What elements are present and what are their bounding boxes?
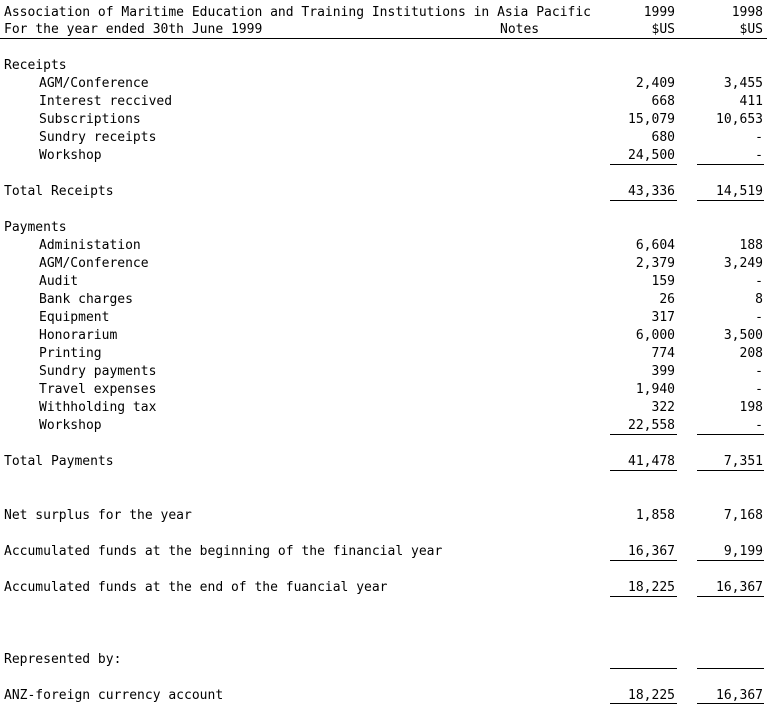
total-rule: [610, 703, 677, 704]
subtotal-rule: [697, 164, 764, 165]
payment-1998-value: -: [755, 274, 763, 289]
payment-label: Printing: [39, 346, 102, 361]
net-surplus-label: Net surplus for the year: [4, 508, 192, 523]
total-payments-1999: 41,478: [628, 454, 675, 469]
anz-account-1999: 18,225: [628, 688, 675, 703]
payment-1999-value: 1,940: [635, 382, 675, 397]
header-divider: [0, 38, 767, 39]
report-title: Association of Maritime Education and Training Institutions in Asia Pacific: [4, 5, 591, 20]
payment-1999-value: 6,604: [635, 238, 675, 253]
notes-label: Notes: [500, 22, 540, 37]
accum-begin-1999: 16,367: [628, 544, 675, 559]
payment-1998-value: 3,249: [723, 256, 763, 271]
receipt-1998-value: 3,455: [723, 76, 763, 91]
payment-label: Travel expenses: [39, 382, 157, 397]
total-rule: [610, 200, 677, 201]
payment-1999-value: 774: [651, 346, 675, 361]
receipt-label: Sundry receipts: [39, 130, 157, 145]
payment-1999-value: 26: [659, 292, 675, 307]
total-receipts-1999: 43,336: [628, 184, 675, 199]
payment-label: Withholding tax: [39, 400, 157, 415]
payment-1998-value: 3,500: [723, 328, 763, 343]
subtotal-rule: [610, 560, 677, 561]
accum-begin-label: Accumulated funds at the beginning of the financial year: [4, 544, 443, 559]
total-payments-label: Total Payments: [4, 454, 114, 469]
payment-1999-value: 399: [651, 364, 675, 379]
payment-label: Bank charges: [39, 292, 133, 307]
payment-label: Sundry payments: [39, 364, 157, 379]
payment-label: Audit: [39, 274, 79, 289]
receipts-heading: Receipts: [4, 58, 67, 73]
represented-by-label: Represented by:: [4, 652, 122, 667]
subtotal-rule: [610, 668, 677, 669]
receipt-1999-value: 668: [651, 94, 675, 109]
anz-account-1998: 16,367: [716, 688, 763, 703]
payment-1999-value: 22,558: [628, 418, 675, 433]
col-1999-unit: $US: [651, 22, 675, 37]
receipt-label: Workshop: [39, 148, 102, 163]
payment-1998-value: -: [755, 310, 763, 325]
col-1999-year: 1999: [643, 5, 675, 20]
payment-label: AGM/Conference: [39, 256, 149, 271]
accum-end-1999: 18,225: [628, 580, 675, 595]
subtotal-rule: [697, 560, 764, 561]
total-rule: [697, 703, 764, 704]
payment-1998-value: -: [755, 364, 763, 379]
payment-label: Honorarium: [39, 328, 118, 343]
receipt-label: Interest reccived: [39, 94, 173, 109]
total-rule: [697, 596, 764, 597]
payment-label: Workshop: [39, 418, 102, 433]
payment-1998-value: -: [755, 382, 763, 397]
payment-1999-value: 6,000: [635, 328, 675, 343]
receipt-label: AGM/Conference: [39, 76, 149, 91]
anz-account-label: ANZ-foreign currency account: [4, 688, 224, 703]
total-rule: [610, 596, 677, 597]
report-subtitle: For the year ended 30th June 1999: [4, 22, 263, 37]
subtotal-rule: [697, 434, 764, 435]
receipt-1998-value: 10,653: [716, 112, 763, 127]
payment-label: Administation: [39, 238, 141, 253]
accum-end-label: Accumulated funds at the end of the fuancial year: [4, 580, 388, 595]
receipt-1999-value: 2,409: [635, 76, 675, 91]
total-receipts-1998: 14,519: [716, 184, 763, 199]
payment-1998-value: -: [755, 418, 763, 433]
col-1998-unit: $US: [739, 22, 763, 37]
net-surplus-1998: 7,168: [723, 508, 763, 523]
receipt-1999-value: 24,500: [628, 148, 675, 163]
col-1998-year: 1998: [731, 5, 763, 20]
payments-heading: Payments: [4, 220, 67, 235]
total-rule: [610, 470, 677, 471]
receipt-1998-value: 411: [739, 94, 763, 109]
subtotal-rule: [697, 668, 764, 669]
receipt-label: Subscriptions: [39, 112, 141, 127]
receipt-1999-value: 680: [651, 130, 675, 145]
total-rule: [697, 470, 764, 471]
payment-1999-value: 159: [651, 274, 675, 289]
payment-1998-value: 8: [755, 292, 763, 307]
receipt-1998-value: -: [755, 130, 763, 145]
payment-1999-value: 2,379: [635, 256, 675, 271]
receipt-1998-value: -: [755, 148, 763, 163]
payment-1998-value: 198: [739, 400, 763, 415]
subtotal-rule: [610, 434, 677, 435]
payment-1999-value: 322: [651, 400, 675, 415]
accum-end-1998: 16,367: [716, 580, 763, 595]
total-receipts-label: Total Receipts: [4, 184, 114, 199]
receipt-1999-value: 15,079: [628, 112, 675, 127]
payment-1998-value: 208: [739, 346, 763, 361]
net-surplus-1999: 1,858: [635, 508, 675, 523]
total-payments-1998: 7,351: [723, 454, 763, 469]
accum-begin-1998: 9,199: [723, 544, 763, 559]
payment-1999-value: 317: [651, 310, 675, 325]
total-rule: [697, 200, 764, 201]
payment-1998-value: 188: [739, 238, 763, 253]
payment-label: Equipment: [39, 310, 110, 325]
subtotal-rule: [610, 164, 677, 165]
